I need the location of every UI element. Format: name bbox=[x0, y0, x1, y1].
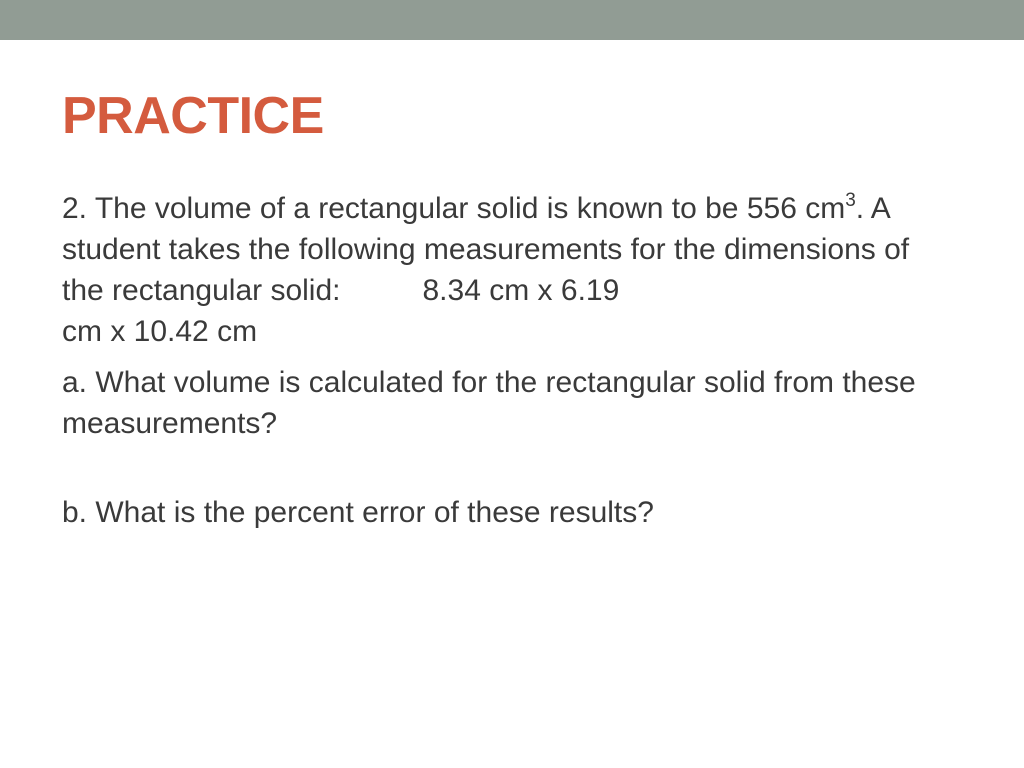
question-a: a. What volume is calculated for the rectangular solid from these measurements? bbox=[62, 366, 916, 440]
problem-statement bbox=[62, 188, 932, 352]
slide-title: PRACTICE bbox=[62, 87, 324, 145]
slide-header-bar bbox=[0, 0, 1024, 40]
dimension-measurements-part2: cm x 10.42 cm bbox=[62, 315, 258, 348]
question-b: b. What is the percent error of these results? bbox=[62, 496, 654, 529]
problem-intro-text: 2. The volume of a rectangular solid is known to be 556 cm bbox=[62, 192, 846, 225]
problem-intro-continued: . A student takes the following measurements for the dimensions of the rectangular solid: bbox=[62, 192, 910, 307]
dimension-measurements-part1: 8.34 cm x 6.19 bbox=[422, 274, 620, 307]
slide-body bbox=[62, 188, 962, 533]
unit-exponent: 3 bbox=[845, 190, 856, 211]
